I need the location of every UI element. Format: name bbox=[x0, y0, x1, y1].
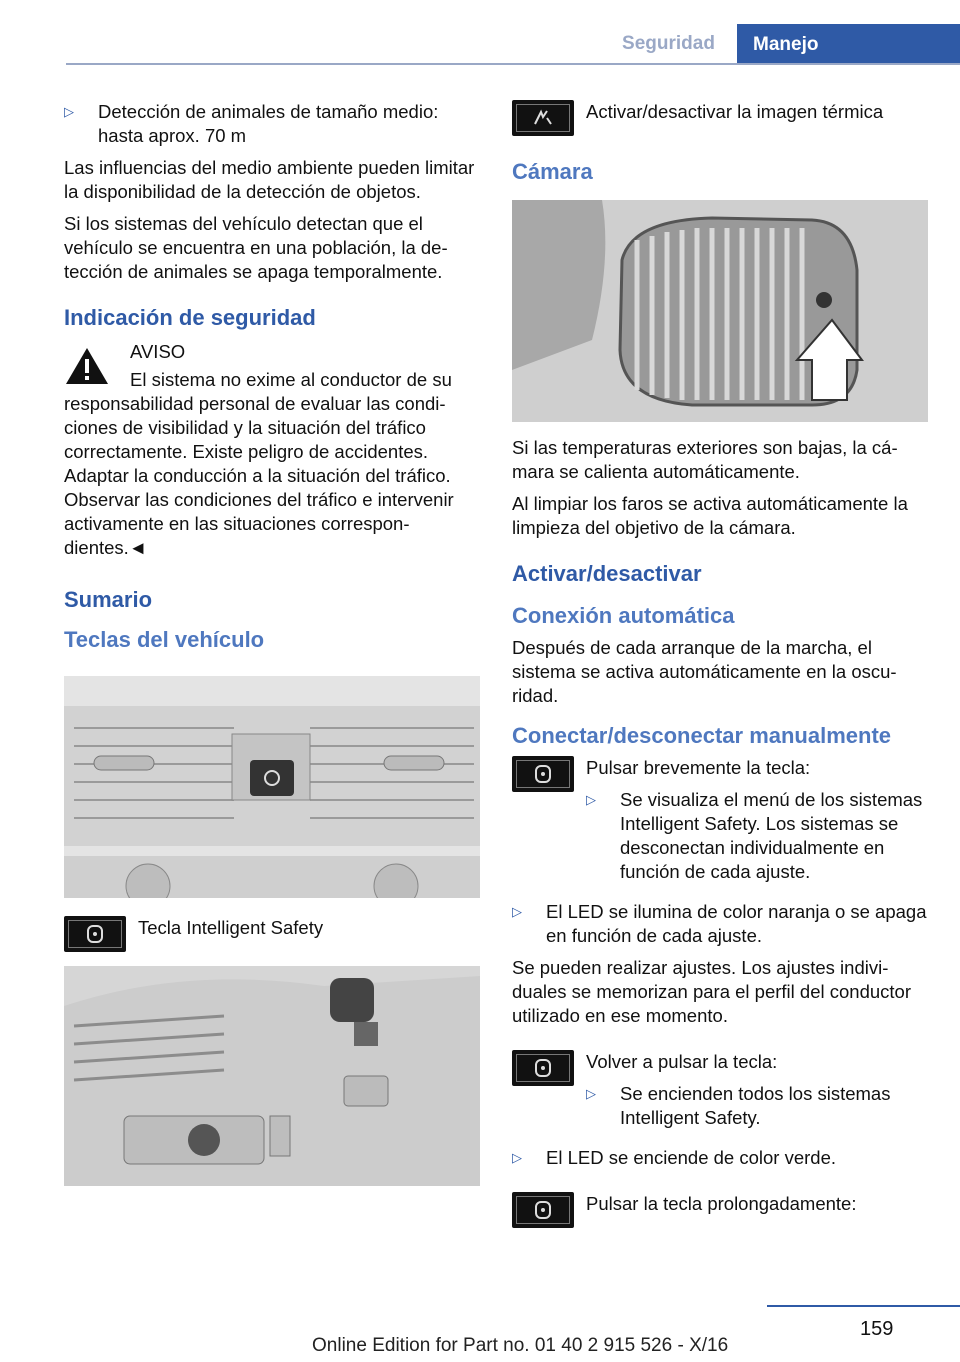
warning-text: El sistema no exime al conductor de su responsabilidad personal de evaluar las condiciones de visibilidad y la situación del tráfico correctamente. Existe peligro de accidentes. Adaptar la conducción a la situación del tráfico. Observar las condiciones del tráfico e intervenir activamente en las situaciones correspondientes.◄ bbox=[64, 369, 454, 558]
footer-rule bbox=[767, 1305, 960, 1307]
paragraph: Al limpiar los faros se activa automáticamente la limpieza del objetivo de la cámara. bbox=[512, 493, 908, 538]
bullet-item bbox=[64, 100, 480, 148]
left-column bbox=[64, 100, 480, 1186]
bullet-item bbox=[512, 1146, 928, 1170]
press-again-row bbox=[512, 1050, 928, 1138]
paragraph: Las influencias del medio ambiente pueden limitar la disponibilidad de la detección de objetos. bbox=[64, 157, 475, 202]
header-rule bbox=[66, 63, 960, 65]
warning-title: AVISO bbox=[130, 341, 186, 362]
subsection-heading: Teclas del vehículo bbox=[64, 627, 265, 652]
bullet-text: El LED se ilumina de color naranja o se apaga en función de cada ajuste. bbox=[546, 901, 927, 946]
steering-column-image bbox=[64, 966, 480, 1186]
bullet-text: Se encienden todos los sistemas Intelligent Safety. bbox=[620, 1083, 891, 1128]
subsection-heading: Conexión automática bbox=[512, 603, 735, 628]
subsection-heading: Conectar/desconectar manualmente bbox=[512, 723, 892, 748]
intelligent-safety-key-icon bbox=[512, 1050, 574, 1086]
press-short-label: Pulsar brevemente la tecla: bbox=[586, 757, 811, 778]
press-long-label: Pulsar la tecla prolongadamente: bbox=[586, 1193, 857, 1214]
section-heading: Indicación de seguridad bbox=[64, 305, 316, 330]
bullet-item bbox=[586, 1082, 928, 1130]
bullet-text: Se visualiza el menú de los sistemas Intelligent Safety. Los sistemas se desconectan individualmente en función de cada ajuste. bbox=[620, 789, 923, 882]
paragraph: Después de cada arranque de la marcha, el sistema se activa automáticamente en la oscuridad. bbox=[512, 637, 897, 706]
triangle-bullet-icon: ▷ bbox=[512, 904, 522, 919]
camera-grille-image bbox=[512, 200, 928, 422]
bullet-item bbox=[512, 900, 928, 948]
press-again-label: Volver a pulsar la tecla: bbox=[586, 1051, 778, 1072]
press-long-row bbox=[512, 1192, 928, 1228]
page-number: 159 bbox=[860, 1318, 894, 1340]
bullet-text: El LED se enciende de color verde. bbox=[546, 1147, 837, 1168]
right-column bbox=[512, 100, 928, 1236]
edition-note: Online Edition for Part no. 01 40 2 915 526 - X/16 bbox=[312, 1335, 729, 1356]
thermal-legend-row bbox=[512, 100, 928, 136]
bullet-text: Detección de animales de tamaño medio: hasta aprox. 70 m bbox=[98, 101, 439, 146]
intelligent-safety-key-icon bbox=[512, 756, 574, 792]
warning-triangle-icon bbox=[64, 340, 130, 392]
header-tab-seguridad: Seguridad bbox=[600, 24, 737, 63]
subsection-heading: Cámara bbox=[512, 159, 593, 184]
header-tab-manejo: Manejo bbox=[737, 24, 960, 65]
intelligent-safety-key-icon bbox=[512, 1192, 574, 1228]
section-heading: Sumario bbox=[64, 587, 153, 612]
key-legend-row bbox=[64, 916, 480, 952]
triangle-bullet-icon: ▷ bbox=[512, 1150, 522, 1165]
bullet-item bbox=[586, 788, 928, 884]
triangle-bullet-icon: ▷ bbox=[586, 792, 596, 807]
paragraph: Se pueden realizar ajustes. Los ajustes individuales se memorizan para el perfil del conductor utilizado en ese momento. bbox=[512, 957, 911, 1026]
press-short-row bbox=[512, 756, 928, 892]
thermal-image-key-icon bbox=[512, 100, 574, 136]
triangle-bullet-icon: ▷ bbox=[586, 1086, 596, 1101]
thermal-label: Activar/desactivar la imagen térmica bbox=[586, 101, 884, 122]
dashboard-buttons-image bbox=[64, 676, 480, 898]
section-heading: Activar/desactivar bbox=[512, 561, 702, 586]
paragraph: Si las temperaturas exteriores son bajas, la cámara se calienta automáticamente. bbox=[512, 437, 898, 482]
intelligent-safety-key-icon bbox=[64, 916, 126, 952]
paragraph: Si los sistemas del vehículo detectan que el vehículo se encuentra en una población, la detección de animales se apaga temporalmente. bbox=[64, 213, 448, 282]
triangle-bullet-icon: ▷ bbox=[64, 104, 74, 119]
key-label: Tecla Intelligent Safety bbox=[138, 917, 324, 938]
